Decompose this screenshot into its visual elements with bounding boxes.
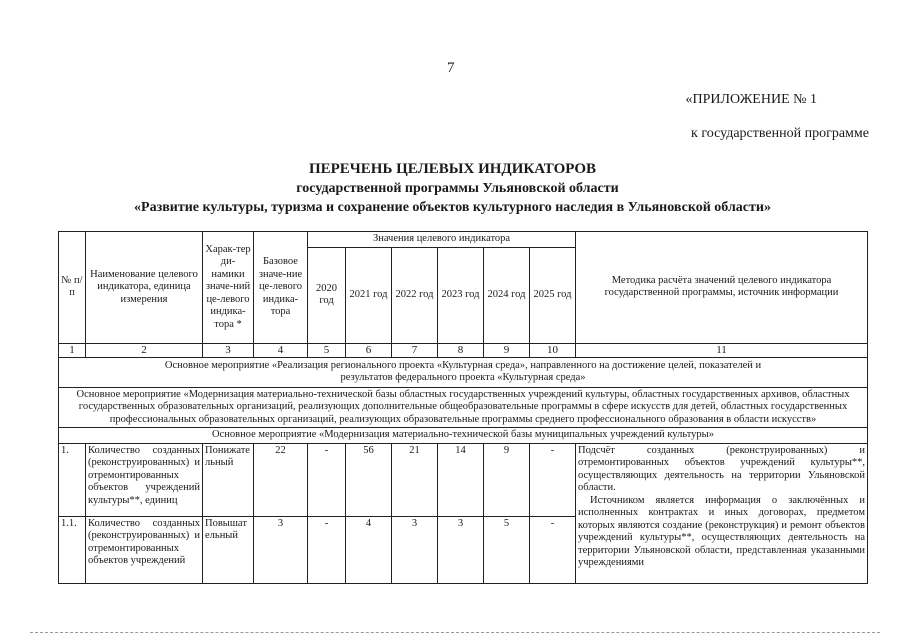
row-base: 22 (254, 443, 308, 516)
row-value: 3 (392, 516, 438, 583)
header-character: Харак-тер ди-намики значе-ний це-левого индика-тора * (203, 232, 254, 344)
row-value: - (308, 516, 346, 583)
column-number: 4 (254, 343, 308, 357)
header-num: № п/п (59, 232, 86, 344)
row-name-text: Количество созданных (реконструированных) и отремонтированных объектов учреждений культуры**, единиц (88, 444, 200, 506)
row-value: 4 (346, 516, 392, 583)
column-number-row (59, 343, 868, 357)
column-number: 1 (59, 343, 86, 357)
header-year: 2021 год (346, 247, 392, 343)
row-value: - (530, 516, 576, 583)
document-title (0, 160, 905, 217)
header-year: 2023 год (438, 247, 484, 343)
column-number: 9 (484, 343, 530, 357)
header-year: 2025 год (530, 247, 576, 343)
row-name-text: Количество созданных (реконструированных) и отремонтированных объектов учреждений (88, 517, 200, 566)
row-name (86, 516, 203, 583)
column-number: 7 (392, 343, 438, 357)
section-title: Основное мероприятие «Реализация регионального проекта «Культурная среда», направленного на достижение целей, показателей и результатов федерального проекта «Культурная среда» (59, 357, 868, 387)
column-number: 6 (346, 343, 392, 357)
row-value: 3 (438, 516, 484, 583)
title-line-2: государственной программы Ульяновской области (296, 181, 619, 196)
column-number: 10 (530, 343, 576, 357)
row-value: 5 (484, 516, 530, 583)
section-title: Основное мероприятие «Модернизация материально-технической базы муниципальных учреждений культуры» (59, 428, 868, 444)
section-row (59, 428, 868, 444)
row-character: Повышательный (203, 516, 254, 583)
title-line-1: ПЕРЕЧЕНЬ ЦЕЛЕВЫХ ИНДИКАТОРОВ (308, 161, 597, 177)
row-num: 1. (59, 443, 86, 516)
row-name (86, 443, 203, 516)
section-title: Основное мероприятие «Модернизация материально-технической базы областных государственных учреждений культуры, областных государственных архивов, областных государственных образовательных организаций, реализующих дополнительные общеобразовательные программы в сфере искусств для детей, областных государственных профессиональных образовательных организаций, реализующих образовательные программы среднего профессионального образования в области искусств» (59, 387, 868, 428)
column-number: 2 (86, 343, 203, 357)
column-number: 11 (576, 343, 868, 357)
method-paragraph: Подсчёт созданных (реконструированных) и отремонтированных объектов учреждений культуры**, осуществляющих деятельность на территории Ульяновской области. (578, 444, 866, 493)
method-paragraph: Источником является информация о заключённых и исполненных контрактах и иных договорах, предметом которых являются создание (реконструкция) и ремонт объектов учреждений культуры**, осуществляющих деятельность на территории Ульяновской области, представленная указанными учреждениями (578, 494, 866, 568)
row-value: 56 (346, 443, 392, 516)
row-value: 14 (438, 443, 484, 516)
header-year: 2022 год (392, 247, 438, 343)
page-number: 7 (447, 60, 455, 76)
column-number: 3 (203, 343, 254, 357)
row-value: 9 (484, 443, 530, 516)
table-row (59, 443, 868, 516)
column-number: 5 (308, 343, 346, 357)
appendix-label: «ПРИЛОЖЕНИЕ № 1 (685, 92, 817, 107)
row-method (576, 443, 868, 583)
header-name: Наименование целевого индикатора, единица измерения (86, 232, 203, 344)
indicators-table (58, 231, 868, 584)
row-character: Понижательный (203, 443, 254, 516)
row-value: - (308, 443, 346, 516)
row-value: 21 (392, 443, 438, 516)
column-number: 8 (438, 343, 484, 357)
header-method: Методика расчёта значений целевого индикатора государственной программы, источник информации (576, 232, 868, 344)
page-bottom-edge (30, 632, 880, 633)
appendix-subtitle: к государственной программе (691, 126, 869, 141)
header-base: Базовое значе-ние це-левого индика-тора (254, 232, 308, 344)
section-row (59, 387, 868, 428)
row-num: 1.1. (59, 516, 86, 583)
header-year: 2024 год (484, 247, 530, 343)
header-values-group: Значения целевого индикатора (308, 232, 576, 248)
title-line-3: «Развитие культуры, туризма и сохранение объектов культурного наследия в Ульяновской области» (134, 200, 771, 215)
row-value: - (530, 443, 576, 516)
section-row (59, 357, 868, 387)
header-year: 2020 год (308, 247, 346, 343)
row-base: 3 (254, 516, 308, 583)
